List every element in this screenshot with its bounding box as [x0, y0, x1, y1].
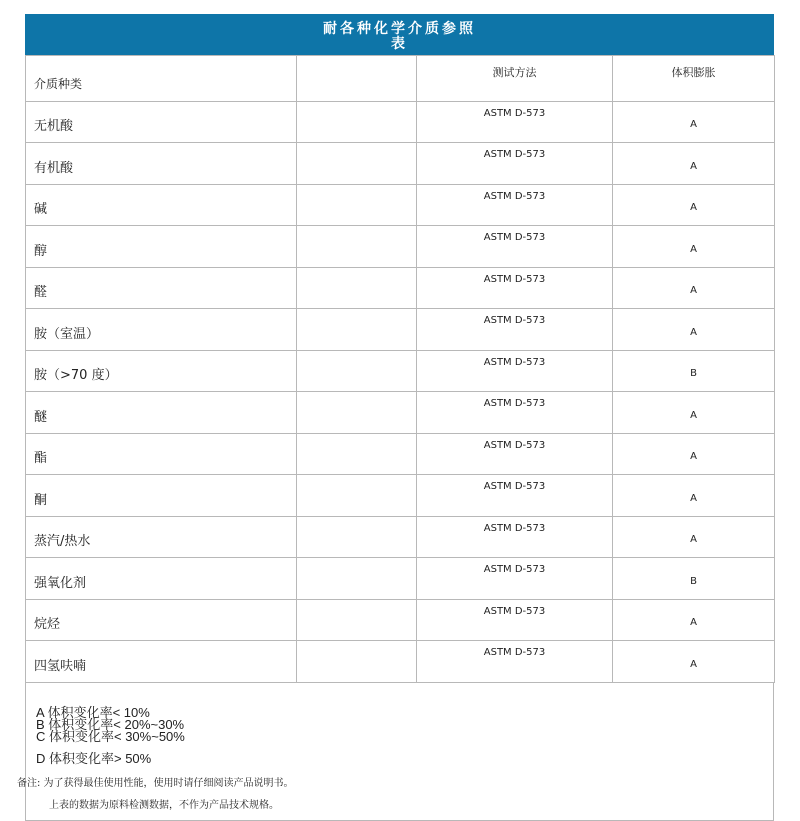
volume-swell-cell: A [613, 475, 775, 517]
volume-swell-cell: A [613, 143, 775, 185]
blank-cell [297, 641, 417, 683]
test-method-cell: ASTM D-573 [417, 641, 613, 683]
blank-cell [297, 599, 417, 641]
medium-cell: 胺（室温） [26, 309, 297, 351]
medium-cell: 烷烃 [26, 599, 297, 641]
test-method-cell: ASTM D-573 [417, 143, 613, 185]
blank-cell [297, 184, 417, 226]
test-method-cell: ASTM D-573 [417, 350, 613, 392]
blank-cell [297, 558, 417, 600]
table-row [26, 184, 775, 226]
table-title-line2: 表 [391, 36, 408, 52]
volume-swell-cell: A [613, 309, 775, 351]
legend-d: D 体积变化率> 50% [36, 750, 152, 766]
table-row [26, 558, 775, 600]
header-medium: 介质种类 [26, 56, 297, 102]
blank-cell [297, 226, 417, 268]
table-row [26, 309, 775, 351]
test-method-cell: ASTM D-573 [417, 433, 613, 475]
footnote-line2: 上表的数据为原料检测数据，不作为产品技术规格。 [49, 800, 279, 811]
test-method-cell: ASTM D-573 [417, 184, 613, 226]
volume-swell-cell: B [613, 350, 775, 392]
volume-swell-cell: A [613, 433, 775, 475]
blank-cell [297, 309, 417, 351]
medium-cell: 胺（>70 度） [26, 350, 297, 392]
blank-cell [297, 143, 417, 185]
table-title [25, 14, 774, 55]
test-method-cell: ASTM D-573 [417, 226, 613, 268]
chemical-resistance-document [25, 14, 774, 821]
blank-cell [297, 433, 417, 475]
volume-swell-cell: A [613, 267, 775, 309]
blank-cell [297, 516, 417, 558]
medium-cell: 碱 [26, 184, 297, 226]
table-row [26, 516, 775, 558]
table-row [26, 143, 775, 185]
legend-a: A 体积变化率< 10% [36, 704, 150, 720]
chemical-resistance-table [25, 55, 775, 683]
test-method-cell: ASTM D-573 [417, 392, 613, 434]
blank-cell [297, 101, 417, 143]
footnote [17, 773, 294, 817]
table-row [26, 101, 775, 143]
medium-cell: 蒸汽/热水 [26, 516, 297, 558]
medium-cell: 有机酸 [26, 143, 297, 185]
footnote-line1: 备注: 为了获得最佳使用性能，使用时请仔细阅读产品说明书。 [17, 778, 294, 789]
volume-swell-cell: A [613, 641, 775, 683]
volume-swell-cell: A [613, 516, 775, 558]
medium-cell: 醚 [26, 392, 297, 434]
test-method-cell: ASTM D-573 [417, 599, 613, 641]
table-row [26, 267, 775, 309]
test-method-cell: ASTM D-573 [417, 516, 613, 558]
test-method-cell: ASTM D-573 [417, 267, 613, 309]
legend-c: C 体积变化率< 30%~50% [36, 728, 185, 744]
volume-swell-cell: A [613, 184, 775, 226]
table-row [26, 226, 775, 268]
table-title-line1: 耐各种化学介质参照 [323, 21, 476, 37]
medium-cell: 无机酸 [26, 101, 297, 143]
volume-swell-cell: A [613, 392, 775, 434]
blank-cell [297, 392, 417, 434]
table-row [26, 599, 775, 641]
test-method-cell: ASTM D-573 [417, 475, 613, 517]
blank-cell [297, 267, 417, 309]
table-row [26, 433, 775, 475]
medium-cell: 强氧化剂 [26, 558, 297, 600]
blank-cell [297, 475, 417, 517]
table-header-row [26, 56, 775, 102]
volume-swell-cell: B [613, 558, 775, 600]
medium-cell: 酮 [26, 475, 297, 517]
table-row [26, 641, 775, 683]
table-row [26, 475, 775, 517]
test-method-cell: ASTM D-573 [417, 309, 613, 351]
test-method-cell: ASTM D-573 [417, 101, 613, 143]
legend-b: B 体积变化率< 20%~30% [36, 716, 185, 732]
medium-cell: 酯 [26, 433, 297, 475]
medium-cell: 醛 [26, 267, 297, 309]
medium-cell: 四氢呋喃 [26, 641, 297, 683]
volume-swell-cell: A [613, 599, 775, 641]
test-method-cell: ASTM D-573 [417, 558, 613, 600]
volume-swell-cell: A [613, 226, 775, 268]
header-volume-swell: 体积膨胀 [613, 56, 775, 102]
medium-cell: 醇 [26, 226, 297, 268]
table-row [26, 392, 775, 434]
table-row [26, 350, 775, 392]
header-blank [297, 56, 417, 102]
volume-swell-cell: A [613, 101, 775, 143]
header-test-method: 测试方法 [417, 56, 613, 102]
blank-cell [297, 350, 417, 392]
